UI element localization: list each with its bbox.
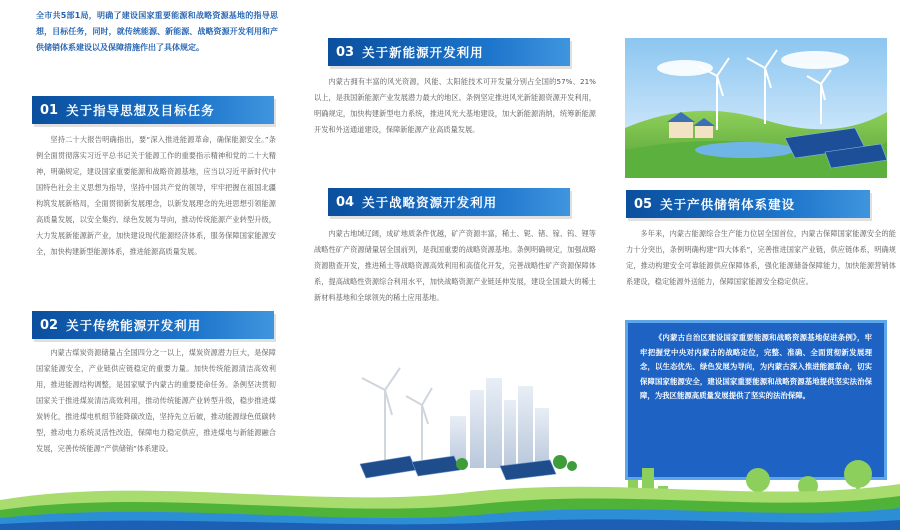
section-header-02: [32, 311, 274, 339]
section-number: 04: [336, 194, 355, 210]
section-title: 关于传统能源开发利用: [66, 318, 202, 333]
column-middle: [300, 0, 600, 530]
section-header-01: [32, 96, 274, 124]
section-title: 关于产供储销体系建设: [660, 197, 796, 212]
bottom-wave-decoration: [0, 470, 900, 530]
section-body-01: [36, 132, 276, 260]
section-paragraph: 内蒙古地域辽阔，成矿地质条件优越，矿产资源丰富，稀土、铌、锗、镓、钨、锂等战略性矿产资源储量居全国前列，是我国重要的战略资源基地。条例明确规定，加强战略资源勘查开发，推进稀土等战略资源高效利用和高值化开发，完善战略性矿产资源保障体系，提高战略性资源综合利用水平，加快战略资源产业链延伸发展，建设全国最大的稀土新材料基地和全球领先的稀土应用基地。: [314, 229, 596, 302]
section-number: 02: [40, 317, 59, 333]
intro-text: 全市共5部1局，明确了建设国家重要能源和战略资源基地的指导思想，目标任务，同时，就传统能源、新能源、战略资源开发利用和产供储销体系建设以及保障措施作出了具体规定。: [36, 11, 278, 52]
section-body-05: [626, 226, 896, 290]
summary-box: 《内蒙古自治区建设国家重要能源和战略资源基地促进条例》，牢牢把握党中央对内蒙古的战略定位，完整、准确、全面贯彻新发展理念，以生态优先、绿色发展为导向，为内蒙古深入推进能源革命，切实保障国家能源安全，建设国家重要能源和战略资源基地提供坚实法治保障，为我区能源高质量发展提供了坚实的法治保障。: [625, 320, 887, 480]
section-paragraph: 内蒙古拥有丰富的风光资源，风能、太阳能技术可开发量分别占全国的57%、21%以上，是我国新能源产业发展潜力最大的地区。条例坚定推进风光新能源资源开发利用，明确规定，加快构建新型电力系统，推进风光大基地建设，加大新能源消纳，统筹新能源开发和外送通道建设，保障新能源产业高质量发展。: [314, 77, 596, 134]
section-body-03: [314, 74, 596, 138]
section-paragraph: 多年来，内蒙古能源综合生产能力位居全国首位，内蒙古保障国家能源安全的能力十分突出，条例明确构建“四大体系”，完善推进国家产业链，供应链体系，明确规定，推动构建安全可靠能源供应保障体系，强化能源储备保障能力，加快能源营销体系建设，稳定能源外送能力，保障国家能源安全稳定供应。: [626, 229, 896, 286]
column-left: [0, 0, 292, 530]
wind-solar-landscape-image: [625, 38, 887, 178]
section-body-04: [314, 226, 596, 306]
section-number: 01: [40, 102, 59, 118]
renewable-city-illustration: [350, 360, 580, 480]
section-paragraph: 内蒙古煤炭资源储量占全国四分之一以上，煤炭资源潜力巨大，是保障国家能源安全，产业链供应链稳定的重要力量。加快传统能源清洁高效利用，推进能源结构调整，是国家赋予内蒙古的重要使命任务。条例坚决贯彻国家关于推进煤炭清洁高效利用，推动传统能源产业转型升级，稳步推进煤炭转化，推进煤电机组节能降碳改造，坚持先立后破，推动能源绿色低碳转型，推动电力系统灵活性改造，保障电力稳定供应，推进煤电与新能源融合发展，完善传统能源“产供储销”体系建设。: [36, 348, 276, 453]
section-header-03: [328, 38, 570, 66]
section-title: 关于新能源开发利用: [362, 45, 484, 60]
section-paragraph: 坚持二十大报告明确指出，要“深入推进能源革命，确保能源安全。”条例全面贯彻落实习近平总书记关于能源工作的重要指示精神和党的二十大精神，明确规定，建设国家重要能源和战略资源基地，应当以习近平新时代中国特色社会主义思想为指导，坚持中国共产党的领导，牢牢把握在祖国北疆构筑发展新格局，全面贯彻新发展理念，以新发展理念的先进思想引领能源高质量发展，以安全集约、绿色发展为导向，推动传统能源产业转型升级，大力发展新能源新产业，加快建设现代能源经济体系，服务保障国家能源安全，加快构建新型能源体系，推进能源高质量发展。: [36, 135, 276, 256]
section-body-02: [36, 345, 276, 457]
section-header-04: [328, 188, 570, 216]
section-number: 05: [634, 196, 653, 212]
section-title: 关于指导思想及目标任务: [66, 103, 215, 118]
section-title: 关于战略资源开发利用: [362, 195, 498, 210]
section-number: 03: [336, 44, 355, 60]
section-header-05: [626, 190, 870, 218]
